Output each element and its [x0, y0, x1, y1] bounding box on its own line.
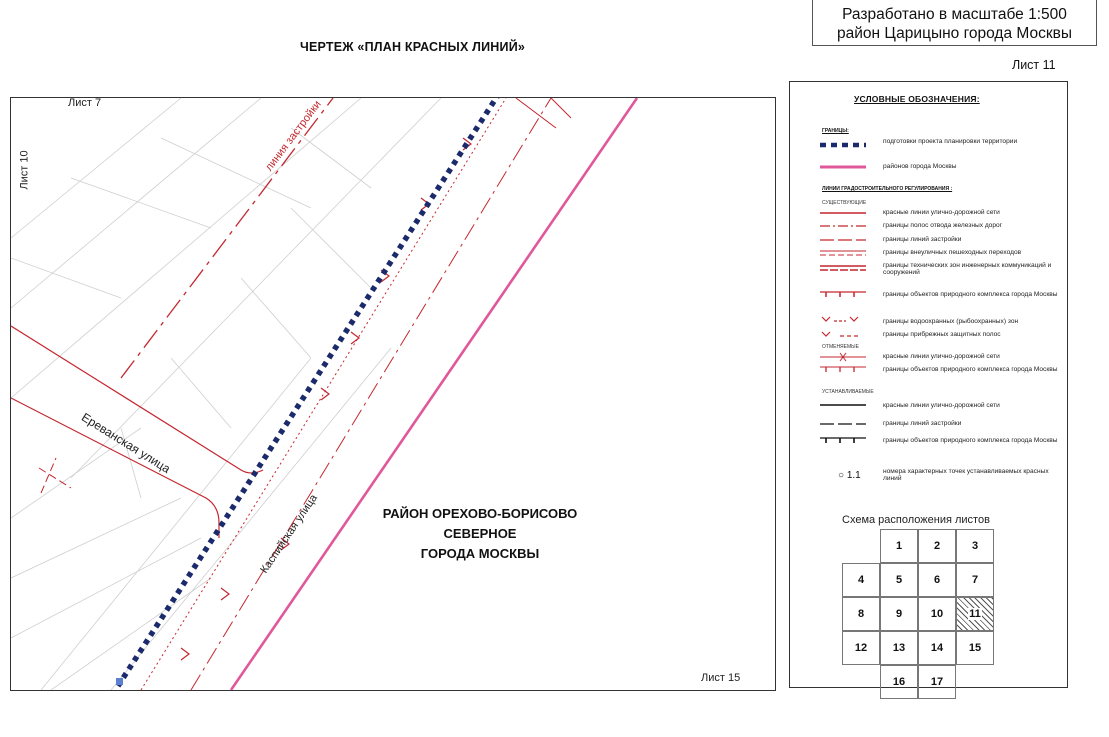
neighbor-sheet-top[interactable]: Лист 7	[68, 97, 102, 109]
district-boundary-symbol	[820, 160, 866, 174]
yerevan-street-red-lines	[11, 326, 263, 538]
building-line-symbol	[820, 233, 866, 247]
sheet-cell[interactable]: 17	[918, 665, 956, 699]
sheet-cell[interactable]: 12	[842, 631, 880, 665]
legend-item: границы линий застройки	[883, 420, 962, 427]
neighbor-sheet-bottom[interactable]: Лист 15	[701, 672, 741, 684]
sheet-cell[interactable]: 1	[880, 529, 918, 563]
legend-item: границы полос отвода железных дорог	[883, 222, 1003, 229]
sheet-cell[interactable]: 10	[918, 597, 956, 631]
sheet-cell[interactable]: 2	[918, 529, 956, 563]
sheet-cell[interactable]: 8	[842, 597, 880, 631]
page-title: ЧЕРТЕЖ «ПЛАН КРАСНЫХ ЛИНИЙ»	[300, 40, 526, 54]
established-nature-symbol	[820, 434, 866, 448]
sheet-cell[interactable]: 6	[918, 563, 956, 597]
caspian-street-red-lines	[141, 98, 571, 690]
project-boundary	[118, 98, 500, 686]
sheet-cell[interactable]: 9	[880, 597, 918, 631]
legend-item: красные линии улично-дорожной сети	[883, 209, 1000, 216]
district-name-label: район Царицыно города Москвы	[836, 25, 1072, 42]
legend-item: подготовки проекта планировки территории	[883, 138, 1018, 145]
legend-item: границы технических зон инженерных коммуникаций и сооружений	[883, 262, 1052, 277]
legend-title: УСЛОВНЫЕ ОБОЗНАЧЕНИЯ:	[854, 94, 980, 104]
scale-box	[812, 0, 1097, 46]
district-boundary	[231, 98, 637, 690]
map-canvas	[11, 98, 775, 690]
legend-item: границы линий застройки	[883, 236, 962, 243]
established-building-line-symbol	[820, 417, 866, 431]
legend-regulation-head: ЛИНИИ ГРАДОСТРОИТЕЛЬНОГО РЕГУЛИРОВАНИЯ :	[822, 186, 953, 192]
caspian-street-label: Каспийская улица	[258, 492, 320, 576]
boundary-point	[116, 678, 123, 685]
legend-established-head: УСТАНАВЛИВАЕМЫЕ	[822, 389, 874, 395]
legend-item: границы внеуличных пешеходных переходов	[883, 249, 1022, 256]
sheet-cell[interactable]: 5	[880, 563, 918, 597]
railway-symbol	[820, 219, 866, 233]
red-line-symbol	[820, 206, 866, 220]
sheet-cell[interactable]: 16	[880, 665, 918, 699]
coastal-strip-symbol	[820, 328, 866, 342]
legend-item: границы прибрежных защитных полос	[883, 331, 1001, 338]
legend-boundaries-head: ГРАНИЦЫ:	[822, 128, 849, 134]
established-red-line-symbol	[820, 398, 866, 412]
cancelled-nature-symbol	[820, 363, 866, 377]
legend-cancelled-head: ОТМЕНЯЕМЫЕ	[822, 344, 859, 350]
scale-label: Разработано в масштабе 1:500	[842, 6, 1067, 23]
sheet-scheme-title: Схема расположения листов	[842, 514, 990, 526]
legend	[789, 81, 1068, 688]
map-frame	[10, 97, 776, 691]
sheet-cell-current[interactable]	[956, 597, 994, 631]
district-line: ГОРОДА МОСКВЫ	[420, 546, 540, 561]
legend-item: границы объектов природного комплекса города Москвы	[883, 437, 1058, 444]
sheet-cell[interactable]: 14	[918, 631, 956, 665]
sheet-cell[interactable]: 7	[956, 563, 994, 597]
sheet-cell[interactable]: 13	[880, 631, 918, 665]
legend-item: границы объектов природного комплекса города Москвы	[883, 366, 1058, 373]
legend-item: границы объектов природного комплекса города Москвы	[883, 291, 1058, 298]
legend-item: границы водоохранных (рыбоохранных) зон	[883, 318, 1019, 325]
current-sheet-number: 11	[969, 608, 981, 620]
legend-item: красные линии улично-дорожной сети	[883, 402, 1000, 409]
building-line	[121, 98, 333, 378]
district-line: СЕВЕРНОЕ	[443, 526, 517, 541]
technical-zone-symbol	[820, 261, 866, 275]
sheet-scheme-grid	[836, 529, 1072, 689]
sheet-cell[interactable]: 15	[956, 631, 994, 665]
nature-complex-symbol	[820, 288, 866, 302]
legend-item: номера характерных точек устанавливаемых красных линий	[883, 468, 1049, 483]
project-boundary-symbol	[820, 138, 866, 152]
point-number-symbol: ○ 1.1	[838, 470, 861, 481]
legend-item: районов города Москвы	[883, 163, 957, 170]
water-zone-symbol	[820, 314, 866, 328]
district-line: РАЙОН ОРЕХОВО-БОРИСОВО	[382, 506, 578, 521]
district-label	[368, 504, 592, 564]
sheet-number: Лист 11	[1012, 58, 1056, 72]
cadastral-grid	[11, 98, 441, 690]
pedestrian-crossing-symbol	[820, 246, 866, 260]
sheet-cell[interactable]: 4	[842, 563, 880, 597]
building-line-label: линия застройки	[263, 98, 324, 174]
legend-existing-head: СУЩЕСТВУЮЩИЕ	[822, 200, 867, 206]
cancelled-red-line-symbol	[820, 350, 866, 364]
sheet-cell[interactable]: 3	[956, 529, 994, 563]
legend-item: красные линии улично-дорожной сети	[883, 353, 1000, 360]
neighbor-sheet-left[interactable]: Лист 10	[18, 150, 31, 190]
yerevan-street-label: Ереванская улица	[79, 410, 173, 476]
